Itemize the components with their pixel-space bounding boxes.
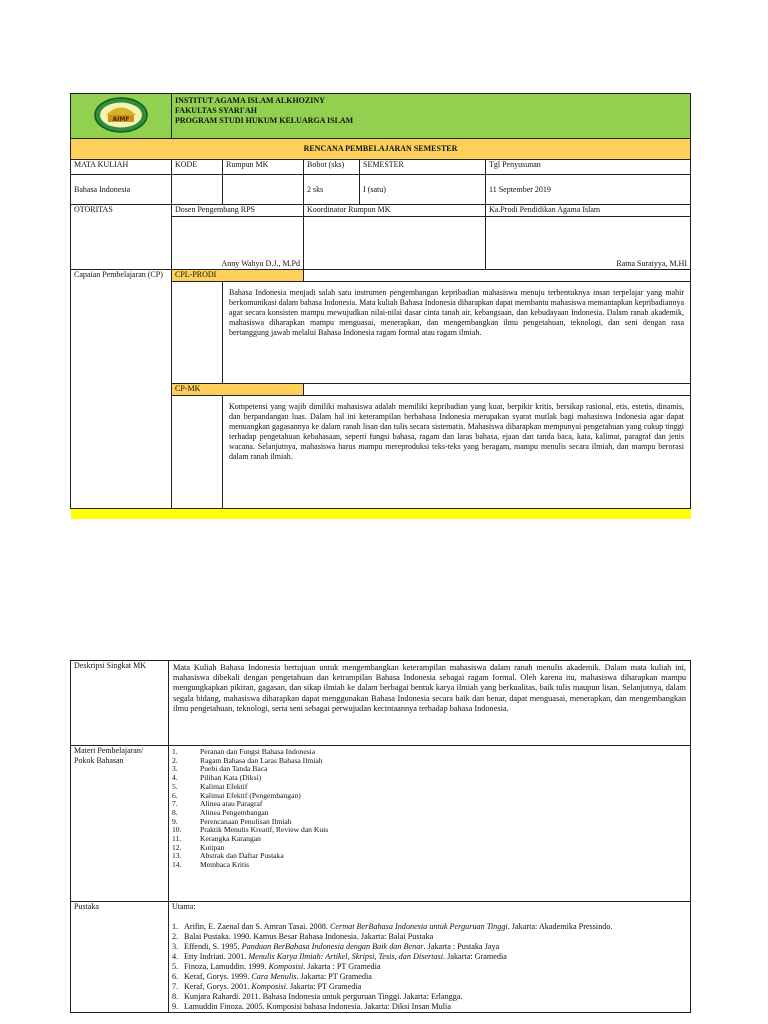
faculty-name: FAKULTAS SYARI'AH [175,106,258,115]
course-semester: I (satu) [360,175,486,205]
topic-title: Peranan dan Fungsi Bahasa Indonesia [200,747,316,756]
logo-cell [71,94,172,139]
reference-text [184,952,507,962]
topic-title: Kutipan [200,842,225,852]
topic-title: Kalimat Efektif [200,781,248,791]
topic-item [172,774,687,783]
cp-label: Capaian Pembelajaran (CP) [71,270,172,509]
pustaka-main-label: Utama: [172,902,196,911]
topic-number: 14. [172,860,182,870]
rps-description-table [70,660,691,1013]
topic-number: 11. [172,834,182,844]
description-label: Deskripsi Singkat MK [71,661,169,746]
authority-rps-developer: Dosen Pengembang RPS [172,205,304,217]
reference-number: 6. [172,972,179,982]
authority-head-of-program: Ka.Prodi Pendidikan Agama Islam [486,205,691,217]
description-text: Mata Kuliah Bahasa Indonesia bertujuan untuk mengembangkan keterampilan mahasiswa dalam ranah menulis akademik. Dalam mata kuliah ini, mahasiswa dibekali dengan pengetahuan dan ketrampilan Bahasa Indonesia sebagai ragam formal. Oleh karena itu, mahasiswa diharapkan mampu mengungkapkan pikiran, gagasan, dan sikap ilmiah ke dalam berbagai bentuk karya ilmiah yang berkualitas, baik tulis maupun lisan. Selanjutnya, dalam segala bidang, mahasiswa diharapkan dapat menggunakan Bahasa Indonesia secara baik dan benar, dapat menguasai, menerapkan, dan mengembangkan ilmu pengetahuan, teknologi, serta seni sebagai perwujudan kecintaannya terhadap bahasa Indonesia. [169,661,691,746]
institution-names [172,94,691,139]
reference-number: 3. [172,941,179,951]
institution-logo [93,96,149,134]
reference-number: 5. [172,961,179,971]
reference-item [172,992,687,1002]
topic-item [172,835,687,844]
course-credits: 2 sks [304,175,360,205]
materi-label: Materi Pembelajaran/ Pokok Bahasan [71,746,169,902]
reference-publisher: . Jakarta: PT Gramedia [285,982,362,992]
reference-author: Kunjara Rahardi. 2011. Bahasa Indonesia untuk perguruan Tinggi. Jakarta: Erlangga. [184,992,463,1002]
description-row [71,661,691,746]
reference-item [172,932,687,942]
topic-number: 10. [172,825,182,835]
reference-number: 2. [172,931,179,941]
reference-item [172,962,687,972]
topic-title: Kalimat Efektif (Pengembangan) [200,790,301,800]
reference-publisher: . Jakarta: Gramedia [443,951,507,961]
reference-title: Komposisi [268,961,304,971]
reference-author: Balai Pustaka. 1990. Kamus Besar Bahasa Indonesia. Jakarta: Balai Pustaka [184,931,434,941]
reference-title: Cermat BerBahasa Indonesia untuk Perguruan Tinggi [329,921,508,931]
course-code [172,175,223,205]
reference-publisher: . Jakarta : Pustaka Jaya [423,941,500,951]
topic-title: Praktik Menulis Kreatif, Review dan Kuis [200,825,329,835]
authority-label: OTORITAS [71,205,172,270]
col-header-mata-kuliah: MATA KULIAH [71,160,172,175]
topic-title: Abstrak dan Daftar Pustaka [200,851,284,861]
reference-publisher: . Jakarta: Akademika Pressindo. [507,921,613,931]
topic-number: 5. [172,781,178,791]
institution-header-row [71,94,691,139]
cpl-indent-cell [172,282,223,384]
program-name: PROGRAM STUDI HUKUM KELUARGA ISLAM [175,116,354,125]
pustaka-label: Pustaka [71,902,169,1013]
reference-number: 7. [172,982,179,992]
pustaka-row [71,902,691,1013]
cp-mk-text: Kompetensi yang wajib dimiliki mahasiswa adalah memiliki kepribadian yang kuat, berpikir kritis, bersikap rasional, etis, estetis, dinamis, dan berpandangan luas. Dalam hal ini keterampilan berbahasa Indonesia merupakan syarat mutlak bagi mahasiswa Indonesia agar dapat menuangkan gagasannya ke dalam ranah lisan dan tulis secara sistematis. Mahasiswa diharapkan mempunyai pengetahuan yang cukup tinggi terhadap pengetahuan kebahasaan, seperti fungsi bahasa, ragam dan laras bahasa, ejaan dan tanda baca, kata, kalimat, paragraf dan jenis wacana. Selanjutnya, mahasiswa harus mampu mereproduksi teks-teks yang beragam, mampu menulis secara ilmiah, dan mampu berorasi dalam ranah ilmiah. [223,396,691,509]
topic-title: Puebi dan Tanda Baca [200,764,268,774]
signature-developer: Anny Wahyu D.J., M.Pd [172,217,304,270]
topic-title: Pilihan Kata (Diksi) [200,773,262,783]
reference-text [184,942,499,952]
reference-item [172,952,687,962]
cpl-prodi-label: CPL-PRODI [172,270,304,282]
course-header-row [71,160,691,175]
topic-number: 3. [172,764,178,774]
reference-text [184,932,433,942]
cp-mk-label: CP-MK [172,384,304,396]
logo-text: AIMF [112,115,130,123]
institution-name: INSTITUT AGAMA ISLAM ALKHOZINY [175,96,325,105]
course-values-row [71,175,691,205]
col-header-rumpun-mk: Rumpun MK [223,160,304,175]
topic-title: Perencanaan Penulisan Ilmiah [200,816,292,826]
topic-number: 6. [172,790,178,800]
topic-number: 4. [172,773,178,783]
topic-title: Ragam Bahasa dan Laras Bahasa Ilmiah [200,755,323,765]
reference-author: Lamuddin Finoza. 2005. Komposisi bahasa Indonesia. Jakarta: Diksi Insan Mulia [184,1002,451,1012]
reference-text [184,972,372,982]
reference-item [172,972,687,982]
reference-text [184,1002,451,1012]
reference-author: Keraf, Gorys. 2001. [184,982,252,992]
course-name: Bahasa Indonesia [71,175,172,205]
signature-head: Ratna Suraiyya, M.HI [486,217,691,270]
topic-number: 7. [172,799,178,809]
reference-item [172,942,687,952]
reference-author: Effendi, S. 1995. [184,941,242,951]
cpl-prodi-row [71,270,691,282]
topic-title: Alinea Pengembangan [200,807,269,817]
reference-text [184,992,463,1002]
col-header-tgl-penyusunan: Tgl Penyusunan [486,160,691,175]
topic-number: 13. [172,851,182,861]
authority-coordinator: Koordinator Rumpun MK [304,205,486,217]
reference-item [172,982,687,992]
topic-number: 9. [172,816,178,826]
reference-text [184,922,613,932]
reference-text [184,962,381,972]
reference-number: 9. [172,1002,179,1012]
topic-number: 8. [172,807,178,817]
topic-number: 2. [172,755,178,765]
col-header-kode: KODE [172,160,223,175]
topic-item [172,852,687,861]
materi-row [71,746,691,902]
topic-number: 1. [172,747,178,756]
reference-title: Panduan BerBahasa Indonesia dengan Baik dan Benar [241,941,424,951]
cpmk-indent-cell [172,396,223,509]
course-group [223,175,304,205]
reference-title: Menulis Karya Ilmiah: Artikel, Skripsi, Tesis, dan Disertasi [248,951,444,961]
col-header-bobot: Bobot (sks) [304,160,360,175]
reference-title: Komposisi [251,982,286,992]
reference-publisher: . Jakarta : PT Gramedia [303,961,381,971]
reference-text [184,982,361,992]
reference-item [172,922,687,932]
signature-coordinator [304,217,486,270]
document-title: RENCANA PEMBELAJARAN SEMESTER [71,139,691,160]
topic-title: Membaca Kritis [200,860,250,870]
authority-header-row [71,205,691,217]
reference-author: Arifin, E. Zaenal dan S. Amran Tasai. 2008. [184,921,330,931]
reference-author: Etty Indriati. 2001. [184,951,249,961]
col-header-semester: SEMESTER [360,160,486,175]
reference-number: 1. [172,921,179,931]
reference-publisher: . Jakarta: PT Gramedia [296,972,372,982]
cpl-prodi-text: Bahasa Indonesia menjadi salah satu instrumen pengembangan kepribadian mahasiswa menuju terbentuknya insan terpelajar yang mahir berkomunikasi dalam bahasa Indonesia. Mata kuliah Bahasa Indonesia diharapkan dapat membantu mahasiswa memantapkan kepribadiannya agar secara konsisten mampu mewujudkan nilai-nilai dasar cinta tanah air, kebangsaan, dan kebudayaan Indonesia. Dalam ranah akademik, mahasiswa diharapkan mampu menguasai, menerapkan, dan mengembangkan ilmu pengetahuan, teknologi, dan seni dengan rasa bertanggung jawab melalui Bahasa Indonesia ragam formal atau ragam ilmiah. [223,282,691,384]
yellow-footer-bar [71,509,691,519]
reference-title: Cara Menulis [251,972,297,982]
reference-author: Finoza, Lamuddin. 1999. [184,961,269,971]
reference-list [172,922,687,1013]
rps-header-table [70,93,691,519]
course-date: 11 September 2019 [486,175,691,205]
topic-title: Alinea atau Paragraf [200,799,263,809]
topic-item [172,861,687,870]
topic-list [172,748,687,870]
topic-title: Kerangka Karangan [200,834,261,844]
materi-cell [169,746,691,902]
reference-author: Keraf, Gorys. 1999. [184,972,252,982]
reference-number: 4. [172,951,179,961]
pustaka-cell [169,902,691,1013]
reference-number: 8. [172,992,179,1002]
topic-number: 12. [172,842,182,852]
reference-item [172,1002,687,1012]
